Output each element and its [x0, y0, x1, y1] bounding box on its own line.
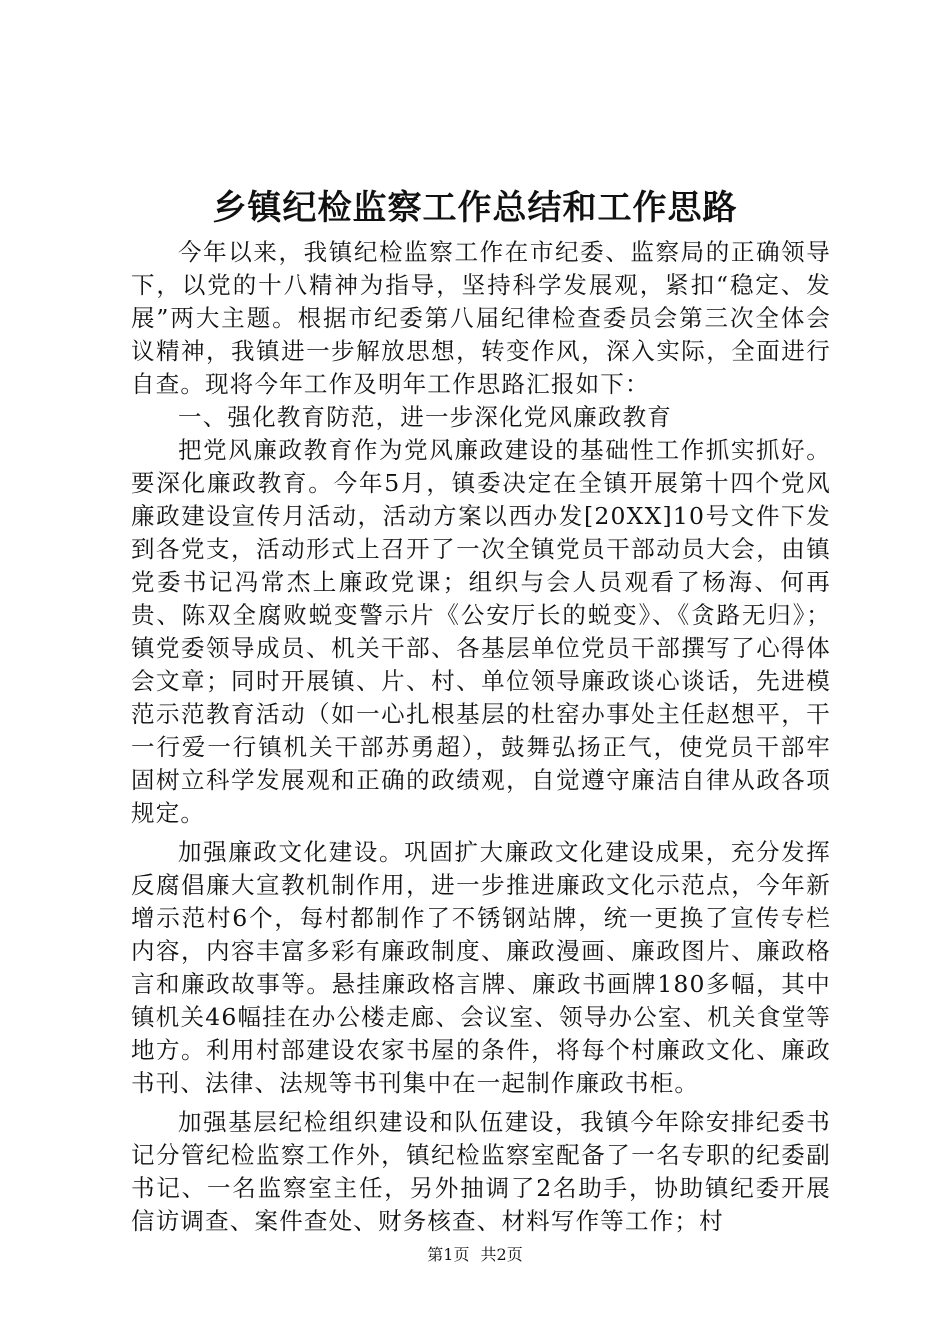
paragraph-education: 把党风廉政教育作为党风廉政建设的基础性工作抓实抓好。要深化廉政教育。今年5月，镇委决定在全镇开展第十四个党风廉政建设宣传月活动，活动方案以西办发[20XX]10号文件下发到各党支，活动形式上召开了一次全镇党员干部动员大会，由镇党委书记冯常杰上廉政党课；组织与会人员观看了杨海、何再贵、陈双全腐败蜕变警示片《公安厅长的蜕变》、《贪路无归》；镇党委领导成员、机关干部、各基层单位党员干部撰写了心得体会文章；同时开展镇、片、村、单位领导廉政谈心谈话，先进模范示范教育活动（如一心扎根基层的杜窑办事处主任赵想平，干一行爱一行镇机关干部苏勇超），鼓舞弘扬正气，使党员干部牢固树立科学发展观和正确的政绩观，自觉遵守廉洁自律从政各项规定。 — [131, 436, 831, 827]
document-body — [131, 236, 831, 1238]
page-footer — [0, 1245, 950, 1265]
section-heading: 一、强化教育防范，进一步深化党风廉政教育 — [178, 403, 672, 431]
document-title: 乡镇纪检监察工作总结和工作思路 — [212, 188, 738, 228]
page-number: 第1页 — [427, 1245, 470, 1264]
paragraph-culture: 加强廉政文化建设。巩固扩大廉政文化建设成果，充分发挥反腐倡廉大宣教机制作用，进一步推进廉政文化示范点，今年新增示范村6个，每村都制作了不锈钢站牌，统一更换了宣传专栏内容，内容丰富多彩有廉政制度、廉政漫画、廉政图片、廉政格言和廉政故事等。悬挂廉政格言牌、廉政书画牌180多幅，其中镇机关46幅挂在办公楼走廊、会议室、领导办公室、机关食堂等地方。利用村部建设农家书屋的条件，将每个村廉政文化、廉政书刊、法律、法规等书刊集中在一起制作廉政书柜。 — [131, 838, 831, 1097]
paragraph-organization: 加强基层纪检组织建设和队伍建设，我镇今年除安排纪委书记分管纪检监察工作外，镇纪检监察室配备了一名专职的纪委副书记、一名监察室主任，另外抽调了2名助手，协助镇纪委开展信访调查、案件查处、财务核查、材料写作等工作；村 — [131, 1108, 831, 1235]
paragraph-intro: 今年以来，我镇纪检监察工作在市纪委、监察局的正确领导下，以党的十八精神为指导，坚持科学发展观，紧扣“稳定、发展”两大主题。根据市纪委第八届纪律检查委员会第三次全体会议精神，我镇进一步解放思想，转变作风，深入实际，全面进行自查。现将今年工作及明年工作思路汇报如下： — [131, 238, 831, 398]
page-total: 共2页 — [480, 1245, 523, 1264]
